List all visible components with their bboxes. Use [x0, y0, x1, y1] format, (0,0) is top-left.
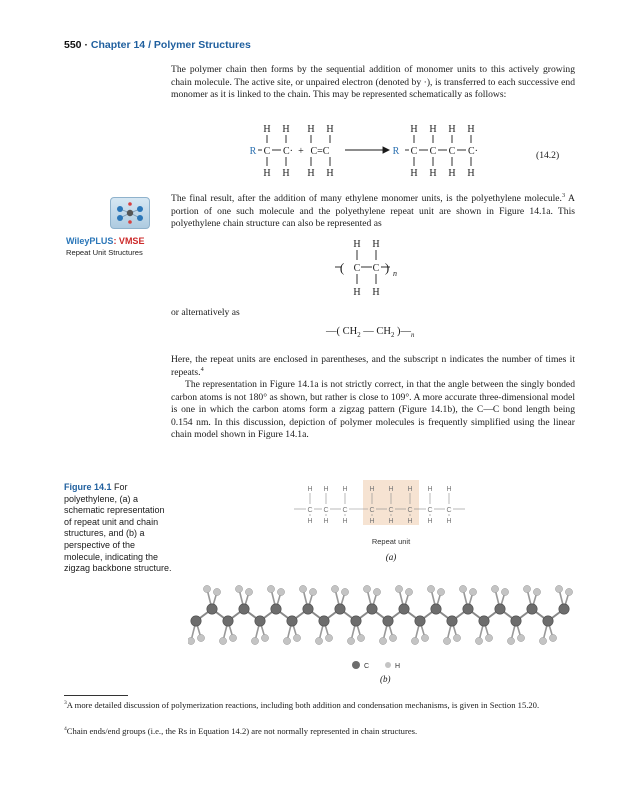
legend-c: C [364, 663, 370, 670]
paragraph-zigzag: The representation in Figure 14.1a is not strictly correct, in that the angle between the singly bonded carbon atoms is not 180° as shown, but rather is close to 109°. A more accurate three-dimensional model is one in which the carbon atoms form a zigzag pattern (Figure 14.1b), the C—C bond length being 0.154 nm. In this discussion, depiction of polymer molecules is frequently simplified using the linear chain model shown in Figure 14.1a. [171, 379, 575, 441]
hydrogen-atom [549, 634, 556, 641]
alt-n: n [411, 332, 415, 340]
carbon-atom [351, 616, 361, 626]
chain-carbon: C [307, 507, 313, 514]
chain-hydrogen: H [369, 518, 375, 525]
eq-h: H [467, 168, 475, 179]
hydrogen-atom [405, 588, 412, 595]
hydrogen-atom [293, 634, 300, 641]
chain-hydrogen: H [307, 518, 313, 525]
eq-h: H [282, 168, 290, 179]
rs-c: C [372, 263, 380, 274]
carbon-atom [335, 604, 345, 614]
alt-formula: —( $CH_2$ — $CH_2$ )$—_n$ [326, 326, 415, 340]
rs-paren-right: ) [384, 260, 390, 275]
molecule-icon [111, 198, 149, 228]
header-slash: / [148, 39, 151, 51]
hydrogen-atom [347, 637, 354, 644]
figure-b-label: (b) [380, 674, 391, 684]
hydrogen-atom [443, 637, 450, 644]
eq-r-right: R [392, 146, 400, 157]
carbon-atom [207, 604, 217, 614]
eq-c: C [429, 146, 437, 157]
page-number: 550 [64, 39, 82, 51]
chain-hydrogen: H [323, 518, 329, 525]
p2-text-b: A portion of one such molecule and the polyethylene repeat unit are shown in Figure 14.1a. This polyethylene chain structure can also be represented as [171, 193, 575, 230]
hydrogen-atom [507, 637, 514, 644]
hydrogen-atom [411, 637, 418, 644]
eq-double-bond: C=C [310, 146, 330, 157]
hydrogen-atom [475, 637, 482, 644]
legend-hydrogen-swatch [385, 662, 391, 668]
carbon-atom [463, 604, 473, 614]
hydrogen-atom [453, 634, 460, 641]
chain-carbon: C [446, 507, 452, 514]
hydrogen-atom [533, 588, 540, 595]
hydrogen-atom [357, 634, 364, 641]
figure-caption [64, 482, 172, 575]
hydrogen-atom [363, 585, 370, 592]
chain-hydrogen: H [307, 486, 313, 493]
hydrogen-atom [325, 634, 332, 641]
carbon-atom [287, 616, 297, 626]
hydrogen-atom [491, 585, 498, 592]
eq-c: C [263, 146, 271, 157]
carbon-atom [223, 616, 233, 626]
alt-ch2-1: CH [342, 326, 358, 337]
p3-text: Here, the repeat units are enclosed in parentheses, and the subscript n indicates the number of times it repeats. [171, 354, 575, 378]
footnote-ref-3[interactable]: 3 [561, 191, 566, 199]
eq-h: H [429, 168, 437, 179]
hydrogen-atom [261, 634, 268, 641]
equation-number: (14.2) [536, 150, 560, 161]
chain-carbon: C [323, 507, 329, 514]
fn3-text: A more detailed discussion of polymerization reactions, including both addition and condensation mechanisms, is given in Section 15.20. [66, 700, 540, 710]
figure-a-label: (a) [385, 552, 397, 562]
chain-carbon: C [369, 507, 375, 514]
figure-b-legend [350, 659, 430, 671]
chain-hydrogen: H [388, 518, 394, 525]
hydrogen-atom [197, 634, 204, 641]
fn4-text: Chain ends/end groups (i.e., the Rs in Equation 14.2) are not normally represented in chain structures. [66, 726, 418, 736]
hydrogen-atom [283, 637, 290, 644]
p2-text-a: The final result, after the addition of many ethylene monomer units, is the polyethylene molecule. [171, 193, 562, 204]
hydrogen-atom [341, 588, 348, 595]
chain-hydrogen: H [446, 518, 452, 525]
carbon-atom [447, 616, 457, 626]
rs-h: H [372, 239, 380, 250]
hydrogen-atom [501, 588, 508, 595]
carbon-atom [399, 604, 409, 614]
hydrogen-atom [251, 637, 258, 644]
hydrogen-atom [299, 585, 306, 592]
hydrogen-atom [219, 637, 226, 644]
hydrogen-atom [277, 588, 284, 595]
rs-n: n [393, 269, 397, 278]
hydrogen-atom [469, 588, 476, 595]
eq-h: H [263, 124, 271, 135]
carbon-atom [527, 604, 537, 614]
hydrogen-atom [315, 637, 322, 644]
paragraph-intro: The polymer chain then forms by the sequential addition of monomer units to this actively growing chain molecule. The active site, or unpaired electron (denoted by ·), is transferred to each successive end monomer as it is linked to the chain. This may be represented schematically as follows: [171, 64, 575, 101]
chain-hydrogen: H [427, 518, 433, 525]
eq-h: H [410, 124, 418, 135]
carbon-atom [511, 616, 521, 626]
hydrogen-atom [539, 637, 546, 644]
carbon-atom [271, 604, 281, 614]
chain-hydrogen: H [427, 486, 433, 493]
vmse-brand: : VMSE [113, 236, 145, 246]
eq-c-dot: C· [468, 146, 478, 157]
carbon-atom [383, 616, 393, 626]
eq-c-dot: C· [283, 146, 293, 157]
alt-ch2-2: CH [376, 326, 391, 337]
carbon-atom [431, 604, 441, 614]
rs-c: C [353, 263, 361, 274]
legend-h: H [395, 663, 401, 670]
hydrogen-atom [421, 634, 428, 641]
hydrogen-atom [565, 588, 572, 595]
repeat-unit-structure [330, 235, 400, 299]
sidebar-label: Repeat Unit Structures [66, 248, 143, 257]
eq-h: H [326, 168, 334, 179]
hydrogen-atom [459, 585, 466, 592]
eq-h: H [282, 124, 290, 135]
header-separator: · [84, 39, 88, 51]
carbon-atom [479, 616, 489, 626]
alt-intro: or alternatively as [171, 307, 240, 318]
eq-h: H [410, 168, 418, 179]
eq-h: H [307, 168, 315, 179]
carbon-atom [495, 604, 505, 614]
chain-hydrogen: H [342, 486, 348, 493]
eq-h: H [307, 124, 315, 135]
chain-hydrogen: H [388, 486, 394, 493]
hydrogen-atom [555, 585, 562, 592]
alt-dash: — [363, 326, 374, 337]
fn3-number: 3 [64, 700, 67, 707]
hydrogen-atom [309, 588, 316, 595]
hydrogen-atom [389, 634, 396, 641]
eq-c: C [448, 146, 456, 157]
hydrogen-atom [517, 634, 524, 641]
rs-h: H [372, 287, 380, 298]
vmse-link[interactable] [110, 197, 150, 229]
eq-h: H [448, 124, 456, 135]
hydrogen-atom [373, 588, 380, 595]
paragraph-repeat-explanation [171, 354, 575, 379]
footnote-3 [64, 700, 574, 711]
paragraph-final-result [171, 193, 575, 231]
alt-bracket-left: —( [326, 326, 340, 337]
hydrogen-atom [235, 585, 242, 592]
footnote-4 [64, 726, 574, 737]
hydrogen-atom [437, 588, 444, 595]
chain-hydrogen: H [342, 518, 348, 525]
hydrogen-atom [213, 588, 220, 595]
wileyplus-label[interactable] [66, 236, 144, 246]
carbon-atom [239, 604, 249, 614]
alt-bracket-right: )— [397, 326, 411, 337]
eq-r-left: R [249, 146, 257, 157]
chain-carbon: C [342, 507, 348, 514]
hydrogen-atom [245, 588, 252, 595]
rs-h: H [353, 287, 361, 298]
hydrogen-atom [331, 585, 338, 592]
hydrogen-atom [229, 634, 236, 641]
footnote-rule [64, 695, 128, 696]
carbon-atom [543, 616, 553, 626]
carbon-atom [559, 604, 569, 614]
carbon-atom [255, 616, 265, 626]
carbon-atom [415, 616, 425, 626]
hydrogen-atom [267, 585, 274, 592]
chain-carbon: C [407, 507, 413, 514]
carbon-atom [191, 616, 201, 626]
carbon-atom [303, 604, 313, 614]
figure-a-chain [280, 478, 480, 568]
eq-h: H [263, 168, 271, 179]
wileyplus-brand: WileyPLUS [66, 236, 114, 246]
eq-plus: + [298, 146, 304, 157]
page-header [64, 39, 251, 51]
legend-carbon-swatch [352, 661, 360, 669]
chain-hydrogen: H [407, 486, 413, 493]
chapter-label: Chapter 14 [90, 39, 146, 51]
footnote-ref-4[interactable]: 4 [200, 365, 204, 373]
chain-hydrogen: H [407, 518, 413, 525]
rs-paren-left: ( [339, 260, 345, 275]
eq-h: H [326, 124, 334, 135]
eq-c: C [410, 146, 418, 157]
hydrogen-atom [395, 585, 402, 592]
figure-number: Figure 14.1 [64, 482, 112, 492]
hydrogen-atom [427, 585, 434, 592]
figure-caption-text: For polyethylene, (a) a schematic representation of repeat unit and chain structures, and (b) a perspective of the molecule, indicating the zigzag backbone structure. [64, 482, 172, 574]
hydrogen-atom [379, 637, 386, 644]
hydrogen-atom [203, 585, 210, 592]
chain-carbon: C [388, 507, 394, 514]
eq-h: H [467, 124, 475, 135]
carbon-atom [367, 604, 377, 614]
eq-h: H [448, 168, 456, 179]
eq-h: H [429, 124, 437, 135]
fn4-number: 4 [64, 726, 67, 733]
chapter-title: Polymer Structures [153, 39, 251, 51]
hydrogen-atom [523, 585, 530, 592]
rs-h: H [353, 239, 361, 250]
chain-hydrogen: H [323, 486, 329, 493]
hydrogen-atom [485, 634, 492, 641]
figure-b-zigzag [188, 575, 578, 655]
repeat-unit-label: Repeat unit [371, 537, 411, 546]
carbon-atom [319, 616, 329, 626]
chain-hydrogen: H [446, 486, 452, 493]
equation-14-2 [245, 118, 535, 184]
hydrogen-atom [188, 637, 195, 644]
chain-carbon: C [427, 507, 433, 514]
chain-hydrogen: H [369, 486, 375, 493]
